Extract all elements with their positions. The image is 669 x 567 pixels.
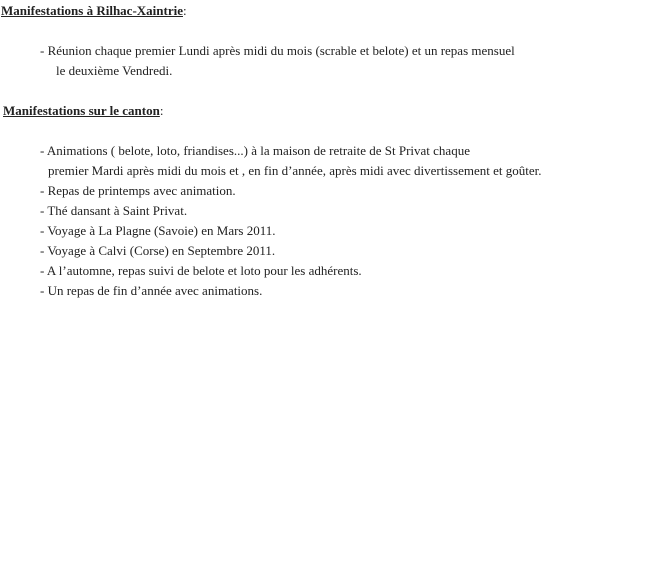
section-title-rilhac: Manifestations à Rilhac-Xaintrie [1, 3, 183, 18]
list-item-line: - Réunion chaque premier Lundi après midi du mois (scrable et belote) et un repas mensuel [40, 43, 515, 58]
list-item-line: - Un repas de fin d’année avec animations. [40, 283, 263, 298]
list-item-line: - Animations ( belote, loto, friandises...) à la maison de retraite de St Privat chaque [40, 143, 470, 158]
list-item-line: - Thé dansant à Saint Privat. [40, 203, 188, 218]
section-title-colon: : [159, 103, 164, 118]
list-item-line: - Repas de printemps avec animation. [40, 183, 236, 198]
list-item-line: - Voyage à La Plagne (Savoie) en Mars 2011. [40, 223, 276, 238]
section-heading-rilhac [1, 3, 187, 19]
section-title-canton: Manifestations sur le canton [3, 103, 160, 118]
section-heading-canton [3, 103, 163, 119]
list-item-line: - A l’automne, repas suivi de belote et loto pour les adhérents. [40, 263, 362, 278]
list-item-continuation: le deuxième Vendredi. [56, 63, 173, 78]
list-item-continuation: premier Mardi après midi du mois et , en fin d’année, après midi avec divertissement et goûter. [48, 163, 542, 178]
list-item-line: - Voyage à Calvi (Corse) en Septembre 2011. [40, 243, 276, 258]
section-title-colon: : [182, 3, 187, 18]
